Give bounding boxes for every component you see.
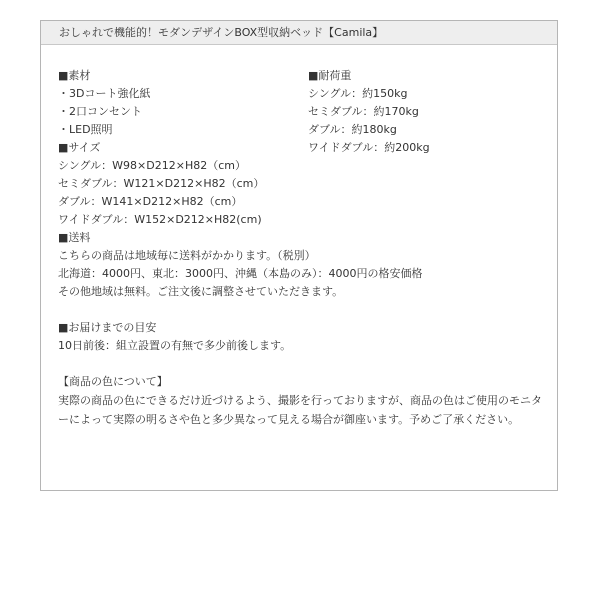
shipping-line: その他地域は無料。ご注文後に調整させていただきます。 xyxy=(58,285,344,298)
load-heading: ■耐荷重 xyxy=(308,69,352,82)
material-item: ・LED照明 xyxy=(58,123,113,136)
shipping-line: 北海道：4000円、東北：3000円、沖縄（本島のみ）：4000円の格安価格 xyxy=(58,267,423,280)
color-note-section xyxy=(58,373,549,429)
load-item: ワイドダブル：約200kg xyxy=(308,141,430,154)
delivery-section xyxy=(58,319,549,355)
shipping-heading: ■送料 xyxy=(58,231,91,244)
delivery-text: 10日前後：組立設置の有無で多少前後します。 xyxy=(58,339,292,352)
delivery-heading: ■お届けまでの目安 xyxy=(58,321,157,334)
color-note-heading: 【商品の色について】 xyxy=(58,375,168,388)
material-item: ・3Dコート強化紙 xyxy=(58,87,151,100)
product-details xyxy=(58,67,549,429)
size-item: シングル：W98×D212×H82（cm） xyxy=(58,159,246,172)
size-heading: ■サイズ xyxy=(58,141,101,154)
panel-header-title: おしゃれで機能的！モダンデザインBOX型収納ベッド【Camila】 xyxy=(41,21,557,45)
color-note-text: 実際の商品の色にできるだけ近づけるよう、撮影を行っておりますが、商品の色はご使用のモニターによって実際の明るさや色と多少異なって見える場合が御座います。予めご了承ください。 xyxy=(58,394,542,426)
load-item: ダブル：約180kg xyxy=(308,123,397,136)
load-item: シングル：約150kg xyxy=(308,87,408,100)
material-load-row xyxy=(58,67,549,157)
size-item: ダブル：W141×D212×H82（cm） xyxy=(58,195,243,208)
load-item: セミダブル：約170kg xyxy=(308,105,419,118)
shipping-section xyxy=(58,229,549,301)
product-info-panel xyxy=(40,20,558,491)
material-item: ・2口コンセント xyxy=(58,105,142,118)
size-item: セミダブル：W121×D212×H82（cm） xyxy=(58,177,265,190)
material-heading: ■素材 xyxy=(58,69,91,82)
size-item: ワイドダブル：W152×D212×H82(cm) xyxy=(58,213,262,226)
shipping-line: こちらの商品は地域毎に送料がかかります。（税別） xyxy=(58,249,316,262)
load-section xyxy=(308,67,548,157)
